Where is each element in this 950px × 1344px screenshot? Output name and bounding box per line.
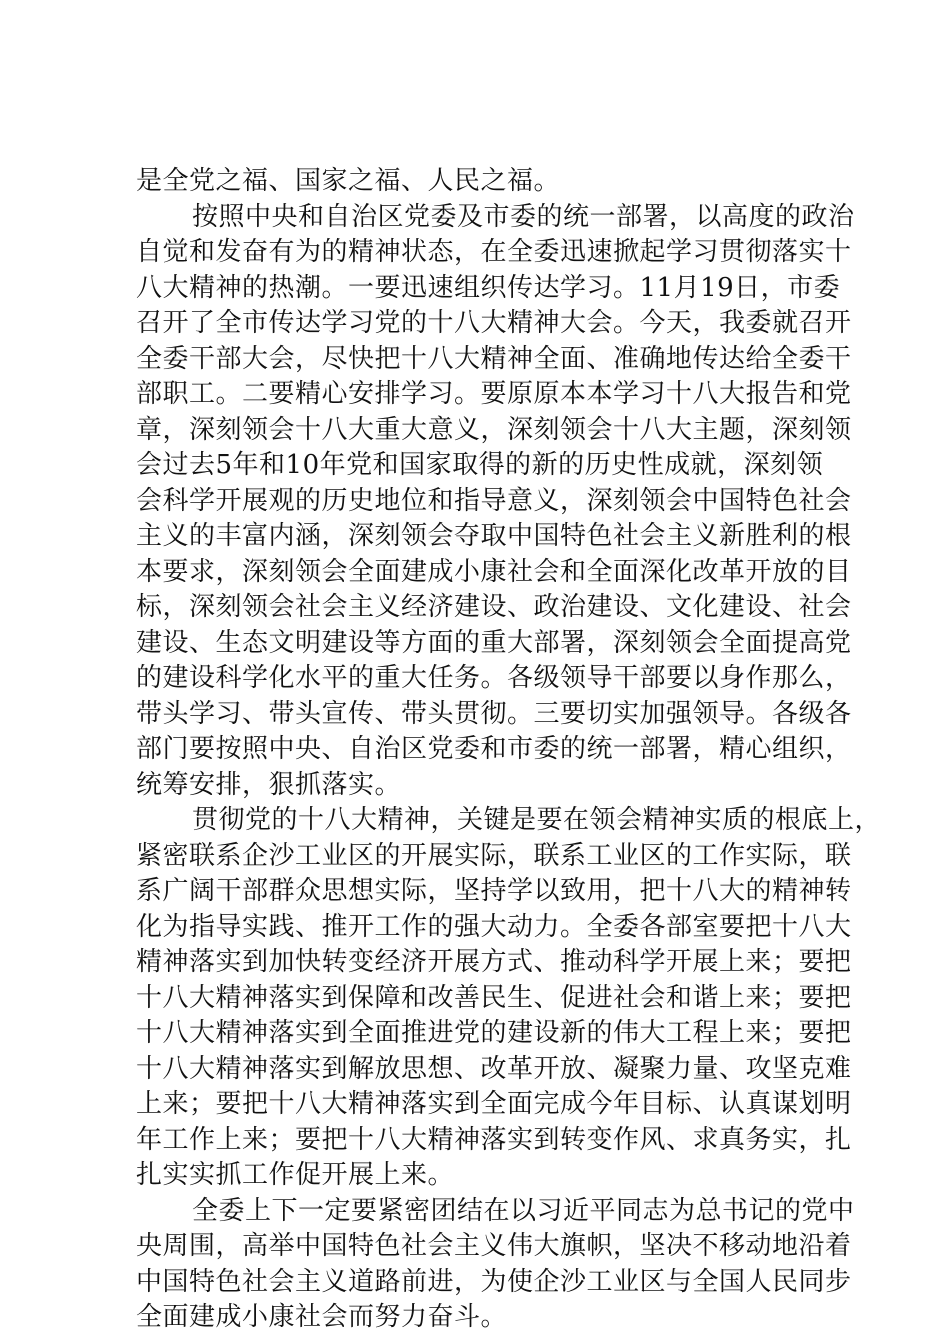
text-line: 主义的丰富内涵，深刻领会夺取中国特色社会主义新胜利的根 [136,521,852,551]
text-line: 十八大精神落实到解放思想、改革开放、凝聚力量、攻坚克难 [136,1053,852,1084]
text-line: 部门要按照中央、自治区党委和市委的统一部署，精心组织， [136,734,852,764]
text-line: 本要求，深刻领会全面建成小康社会和全面深化改革开放的目 [136,556,852,587]
text-line: 会过去5年和10年党和国家取得的新的历史性成就，深刻领 [136,450,824,480]
text-line: 部职工。二要精心安排学习。要原原本本学习十八大报告和党 [136,379,852,409]
text-line: 上来；要把十八大精神落实到全面完成今年目标、认真谋划明 [136,1089,852,1119]
text-line: 系广阔干部群众思想实际，坚持学以致用，把十八大的精神转 [136,876,852,906]
text-line: 精神落实到加快转变经济开展方式、推动科学开展上来；要把 [136,947,852,977]
text-line: 统筹安排，狠抓落实。 [136,769,402,800]
text-line: 建设、生态文明建设等方面的重大部署，深刻领会全面提高党 [136,627,852,658]
text-line: 的建设科学化水平的重大任务。各级领导干部要以身作那么， [136,663,852,693]
text-line: 带头学习、带头宣传、带头贯彻。三要切实加强领导。各级各 [136,698,852,729]
text-line: 化为指导实践、推开工作的强大动力。全委各部室要把十八大 [136,911,852,942]
text-line: 召开了全市传达学习党的十八大精神大会。今天，我委就召开 [136,308,852,338]
paragraph-start-line: 贯彻党的十八大精神，关键是要在领会精神实质的根底上， [192,805,882,835]
body-text [136,164,882,1336]
text-line: 会科学开展观的历史地位和指导意义，深刻领会中国特色社会 [136,485,852,516]
text-line: 紧密联系企沙工业区的开展实际，联系工业区的工作实际，联 [136,840,852,871]
text-line: 八大精神的热潮。一要迅速组织传达学习。11月19日，市委 [136,272,841,303]
text-line: 标，深刻领会社会主义经济建设、政治建设、文化建设、社会 [136,592,852,622]
text-line: 自觉和发奋有为的精神状态，在全委迅速掀起学习贯彻落实十 [136,237,852,267]
text-line: 央周围，高举中国特色社会主义伟大旗帜，坚决不移动地沿着 [136,1231,852,1261]
text-line: 是全党之福、国家之福、人民之福。 [136,166,561,196]
paragraph-start-line: 全委上下一定要紧密团结在以习近平同志为总书记的党中 [192,1195,855,1226]
text-line: 章，深刻领会十八大重大意义，深刻领会十八大主题，深刻领 [136,414,852,445]
text-line: 中国特色社会主义道路前进，为使企沙工业区与全国人民同步 [136,1266,852,1297]
text-line: 全委干部大会，尽快把十八大精神全面、准确地传达给全委干 [136,343,852,374]
paragraph-start-line: 按照中央和自治区党委及市委的统一部署，以高度的政治 [192,201,855,232]
text-line: 全面建成小康社会而努力奋斗。 [136,1302,508,1332]
text-line: 十八大精神落实到全面推进党的建设新的伟大工程上来；要把 [136,1018,852,1048]
text-line: 年工作上来；要把十八大精神落实到转变作风、求真务实，扎 [136,1124,852,1155]
text-line: 十八大精神落实到保障和改善民生、促进社会和谐上来；要把 [136,982,852,1013]
text-line: 扎实实抓工作促开展上来。 [136,1160,455,1190]
